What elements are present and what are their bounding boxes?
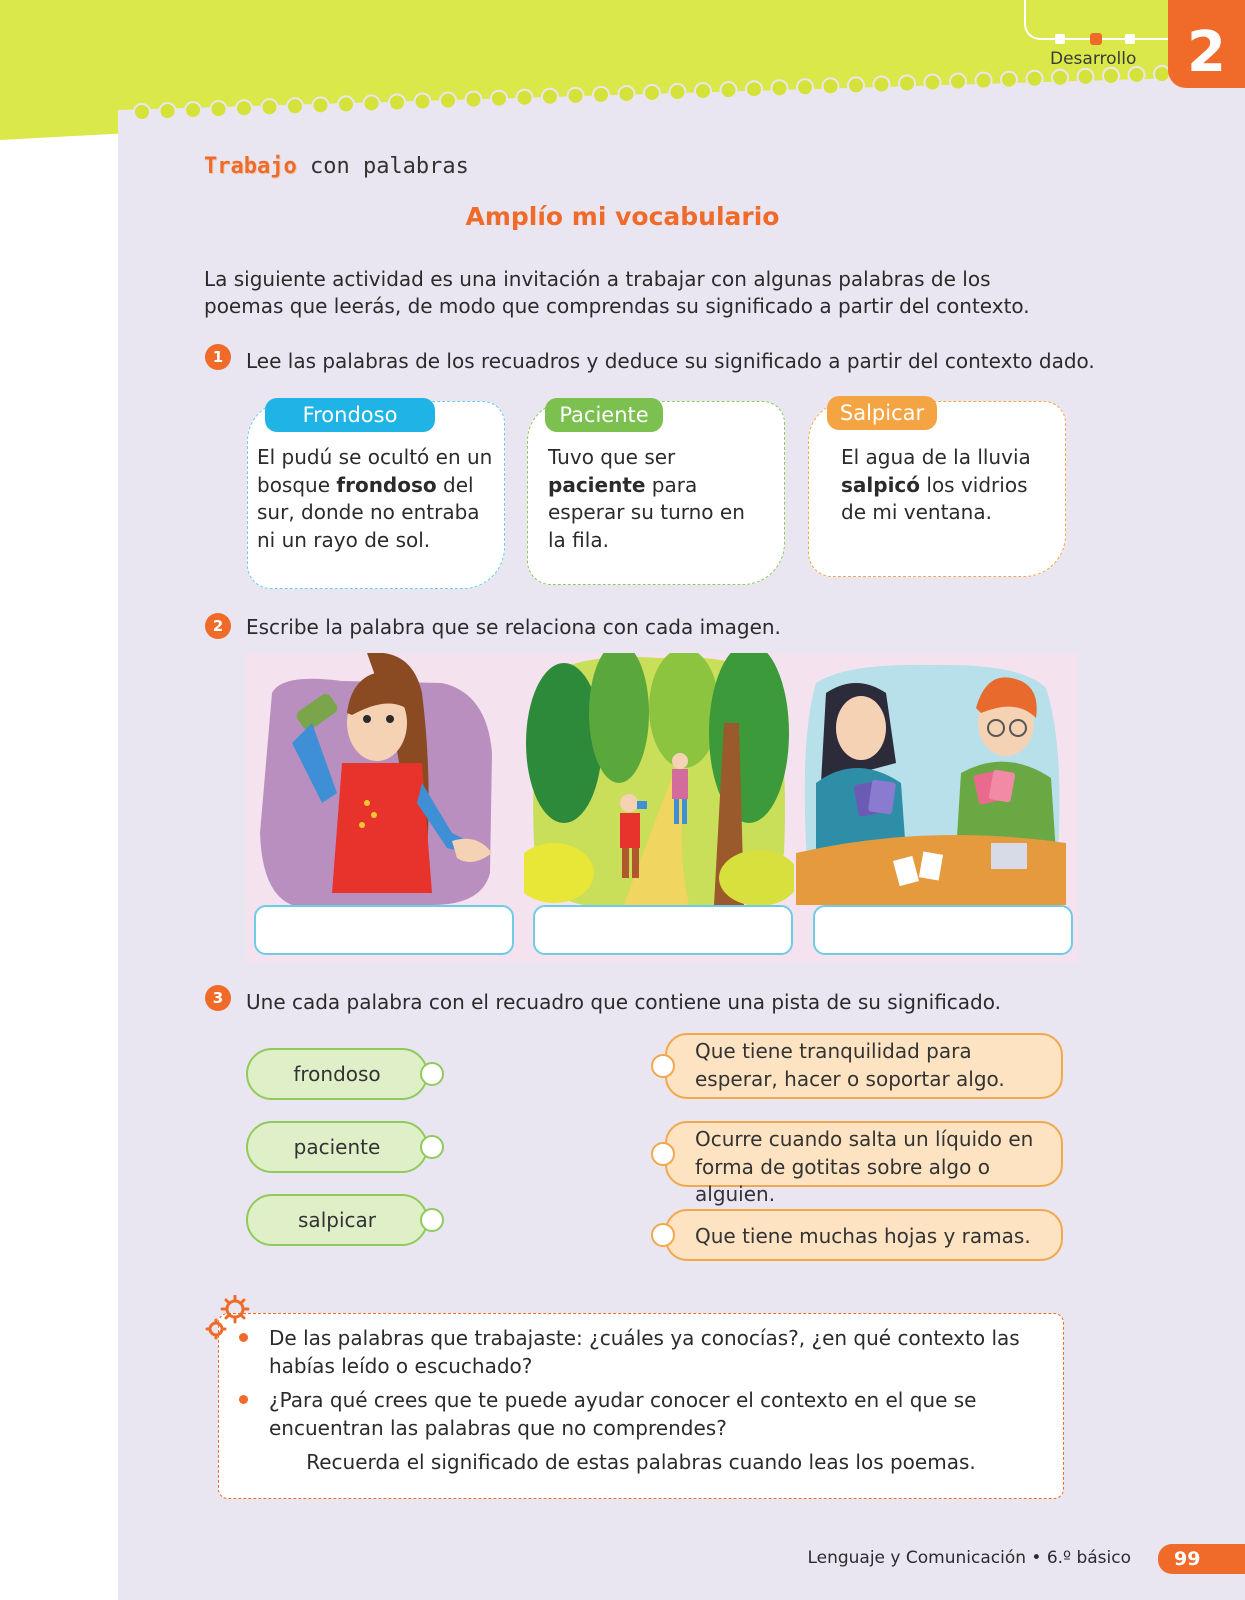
- answer-box-2[interactable]: [533, 905, 793, 955]
- activity-2-instruction: Escribe la palabra que se relaciona con cada imagen.: [246, 615, 781, 639]
- activity-1-number: 1: [205, 344, 231, 370]
- binding-hole: [746, 81, 762, 97]
- match-definition-2: Ocurre cuando salta un líquido en forma de gotitas sobre algo o alguien.: [665, 1121, 1063, 1187]
- kids-playing-cards-illustration: [796, 653, 1066, 905]
- binding-hole: [950, 74, 966, 90]
- binding-hole: [517, 90, 533, 106]
- binding-hole: [1027, 71, 1043, 87]
- card-sentence: Tuvo que ser paciente para esperar su turno en la fila.: [548, 445, 745, 552]
- binding-hole: [721, 82, 737, 98]
- binding-hole: [1001, 72, 1017, 88]
- gears-icon: [205, 1295, 255, 1345]
- binding-hole: [491, 91, 507, 107]
- binding-hole: [415, 94, 431, 110]
- match-definition-3: Que tiene muchas hojas y ramas.: [665, 1209, 1063, 1261]
- binding-hole: [670, 84, 686, 100]
- reflection-box: [218, 1313, 1064, 1499]
- binding-hole: [976, 73, 992, 89]
- match-word-salpicar: salpicar: [246, 1194, 428, 1246]
- bullet-dot: [239, 1395, 248, 1404]
- binding-hole: [236, 100, 252, 116]
- binding-hole: [644, 85, 660, 101]
- binding-hole: [823, 78, 839, 94]
- binding-hole: [364, 95, 380, 111]
- binding-hole: [287, 98, 303, 114]
- card-sentence: El pudú se ocultó en un bosque frondoso del sur, donde no entraba ni un rayo de sol.: [257, 445, 493, 552]
- binding-hole: [466, 92, 482, 108]
- answer-box-1[interactable]: [254, 905, 514, 955]
- match-dot-salpicar[interactable]: [420, 1208, 444, 1232]
- kicker-rest: con palabras: [296, 154, 469, 179]
- kicker-bold: Trabajo: [204, 154, 297, 179]
- card-tag-paciente: Paciente: [545, 398, 663, 432]
- intro-paragraph: La siguiente actividad es una invitación a trabajar con algunas palabras de los poemas que leerás, de modo que comprendas su significado a partir del contexto.: [204, 267, 1030, 318]
- binding-hole: [772, 80, 788, 96]
- match-definition-1: Que tiene tranquilidad para esperar, hacer o soportar algo.: [665, 1033, 1063, 1099]
- binding-hole: [797, 79, 813, 95]
- binding-holes: [130, 62, 1170, 122]
- reflection-bullet-1: De las palabras que trabajaste: ¿cuáles ya conocías?, ¿en qué contexto las habías leído o escuchado?: [269, 1324, 1039, 1380]
- binding-hole: [542, 89, 558, 105]
- page-number: 99: [1158, 1544, 1245, 1574]
- binding-hole: [619, 86, 635, 102]
- binding-hole: [262, 99, 278, 115]
- section-label: Desarrollo: [1050, 49, 1137, 69]
- footer-subject: Lenguaje y Comunicación • 6.º básico: [807, 1548, 1131, 1568]
- match-dot-paciente[interactable]: [420, 1135, 444, 1159]
- unit-number-tab: 2: [1168, 0, 1245, 88]
- binding-hole: [593, 87, 609, 103]
- match-dot-definition-2[interactable]: [651, 1142, 675, 1166]
- answer-box-3[interactable]: [813, 905, 1073, 955]
- binding-hole: [160, 103, 176, 119]
- activity-1-instruction: Lee las palabras de los recuadros y deduce su significado a partir del contexto dado.: [246, 349, 1095, 373]
- progress-indicator: [1055, 32, 1135, 46]
- binding-hole: [338, 96, 354, 112]
- binding-hole: [440, 93, 456, 109]
- image-strip: [246, 653, 1078, 963]
- match-dot-definition-1[interactable]: [651, 1054, 675, 1078]
- binding-hole: [211, 101, 227, 117]
- section-kicker: [204, 154, 469, 179]
- binding-hole: [874, 76, 890, 92]
- activity-2-number: 2: [205, 613, 231, 639]
- binding-hole: [389, 95, 405, 111]
- binding-hole: [925, 75, 941, 91]
- binding-hole: [1103, 68, 1119, 84]
- binding-hole: [313, 97, 329, 113]
- binding-hole: [899, 76, 915, 92]
- match-dot-definition-3[interactable]: [651, 1223, 675, 1247]
- binding-hole: [568, 88, 584, 104]
- card-tag-frondoso: Frondoso: [265, 398, 435, 432]
- match-dot-frondoso[interactable]: [420, 1062, 444, 1086]
- activity-3-number: 3: [205, 985, 231, 1011]
- binding-hole: [185, 102, 201, 118]
- binding-hole: [695, 83, 711, 99]
- reflection-closing: Recuerda el significado de estas palabras cuando leas los poemas.: [306, 1450, 976, 1474]
- card-tag-salpicar: Salpicar: [827, 396, 937, 430]
- binding-hole: [1129, 67, 1145, 83]
- page-title: Amplío mi vocabulario: [465, 202, 780, 231]
- binding-hole: [848, 77, 864, 93]
- card-sentence: El agua de la lluvia salpicó los vidrios de mi ventana.: [841, 445, 1031, 524]
- reflection-bullet-2: ¿Para qué crees que te puede ayudar conocer el contexto en el que se encuentran las palabras que no comprendes?: [269, 1386, 1039, 1442]
- binding-hole: [1078, 69, 1094, 85]
- hikers-in-forest-illustration: [524, 653, 794, 905]
- activity-3-instruction: Une cada palabra con el recuadro que contiene una pista de su significado.: [246, 990, 1001, 1014]
- binding-hole: [1052, 70, 1068, 86]
- match-word-frondoso: frondoso: [246, 1048, 428, 1100]
- girl-spilling-drink-illustration: [252, 653, 522, 905]
- binding-hole: [134, 104, 150, 120]
- match-word-paciente: paciente: [246, 1121, 428, 1173]
